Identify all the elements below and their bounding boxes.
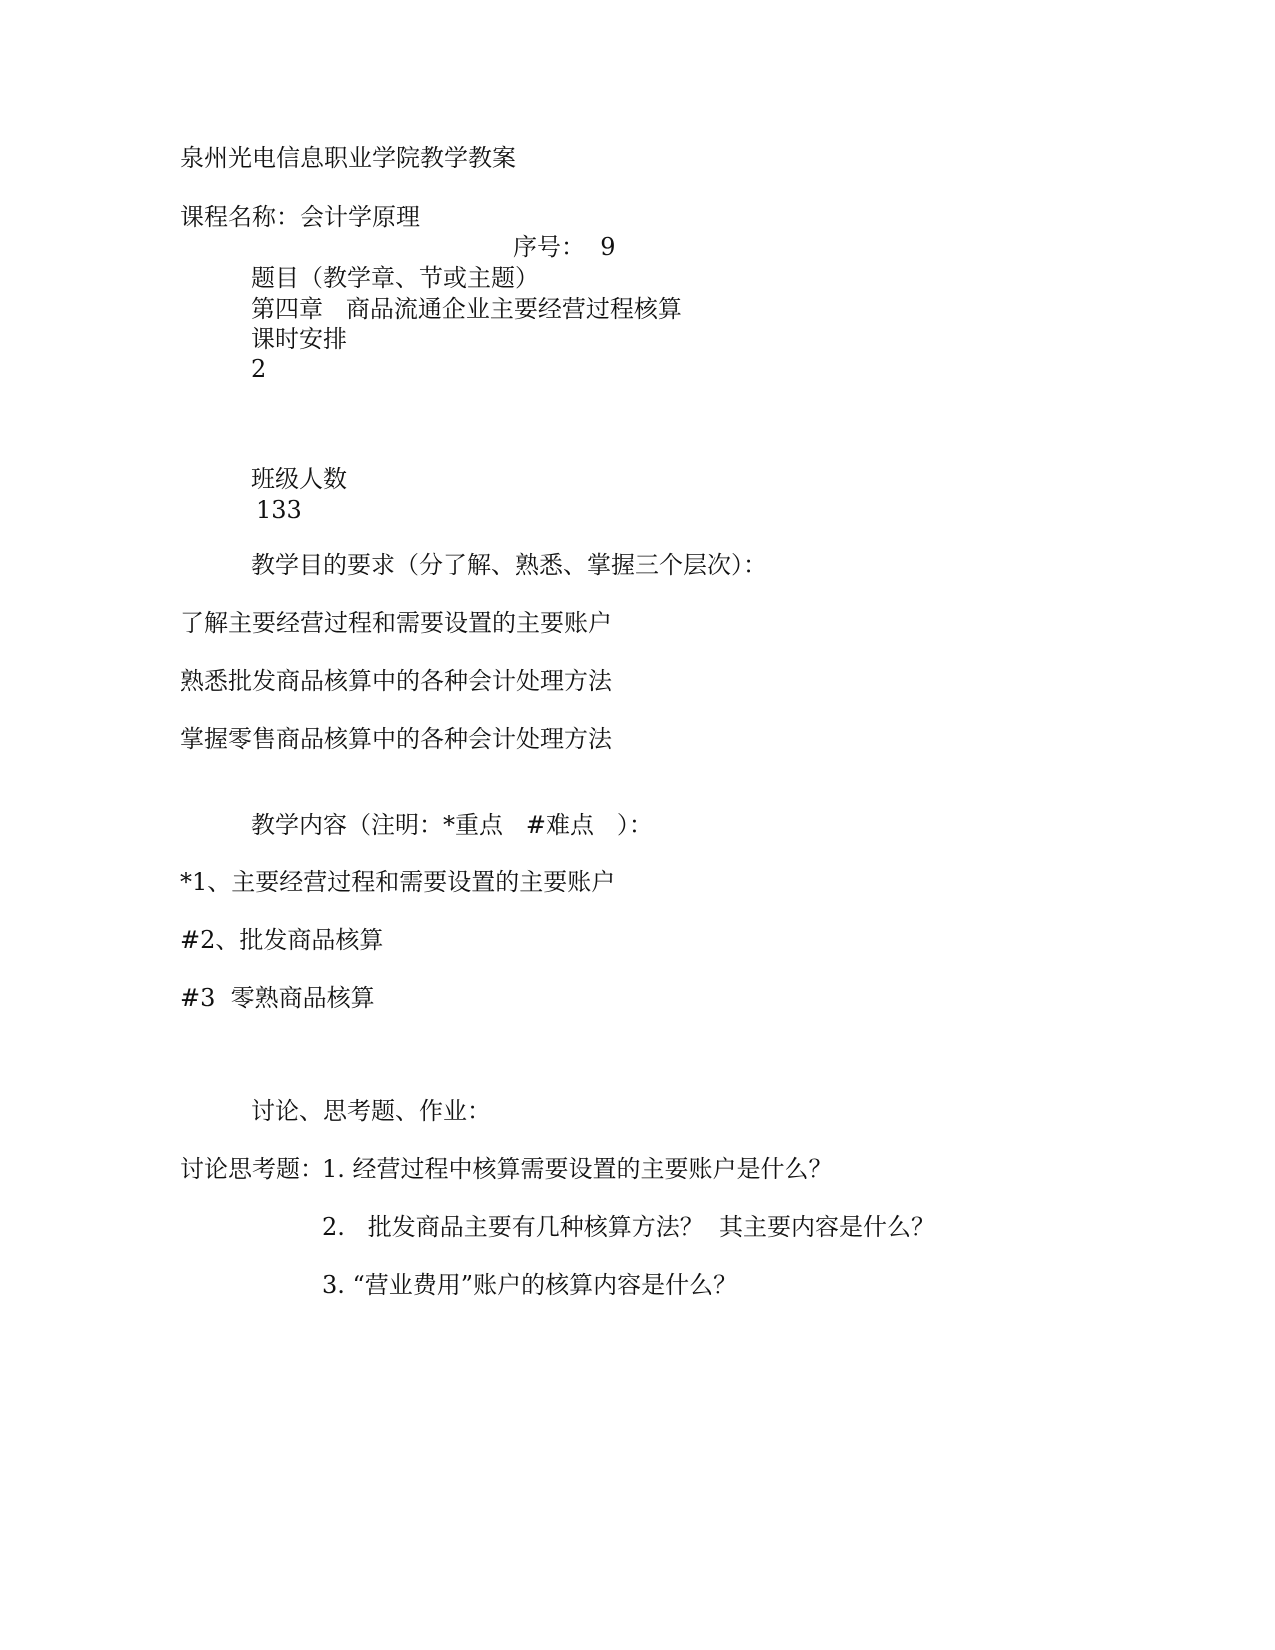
topic-label: 题目（教学章、节或主题）	[251, 264, 539, 292]
hours-value: 2	[251, 355, 267, 383]
class-size-value: 133	[256, 496, 302, 524]
objective-item: 了解主要经营过程和需要设置的主要账户	[180, 609, 612, 637]
topic-value: 第四章 商品流通企业主要经营过程核算	[251, 295, 682, 323]
content-item: #3 零熟商品核算	[180, 984, 375, 1012]
content-item: *1、主要经营过程和需要设置的主要账户	[180, 868, 616, 896]
discussion-question: 2. 批发商品主要有几种核算方法？ 其主要内容是什么？	[322, 1213, 936, 1241]
discussion-label: 讨论思考题：	[180, 1155, 324, 1183]
institution-title: 泉州光电信息职业学院教学教案	[180, 144, 516, 172]
course-name: 课程名称：会计学原理	[180, 203, 420, 231]
content-heading: 教学内容（注明：*重点 #难点 ）：	[251, 811, 653, 839]
objective-item: 熟悉批发商品核算中的各种会计处理方法	[180, 667, 612, 695]
discussion-question: 1. 经营过程中核算需要设置的主要账户是什么？	[322, 1155, 833, 1183]
discussion-question: 3. “营业费用”账户的核算内容是什么？	[322, 1271, 738, 1299]
discussion-heading: 讨论、思考题、作业：	[251, 1097, 491, 1125]
serial-number: 序号： 9	[513, 233, 616, 261]
objectives-heading: 教学目的要求（分了解、熟悉、掌握三个层次）：	[251, 551, 767, 579]
hours-label: 课时安排	[251, 325, 347, 353]
class-size-label: 班级人数	[251, 465, 347, 493]
content-item: #2、批发商品核算	[180, 926, 384, 954]
objective-item: 掌握零售商品核算中的各种会计处理方法	[180, 725, 612, 753]
